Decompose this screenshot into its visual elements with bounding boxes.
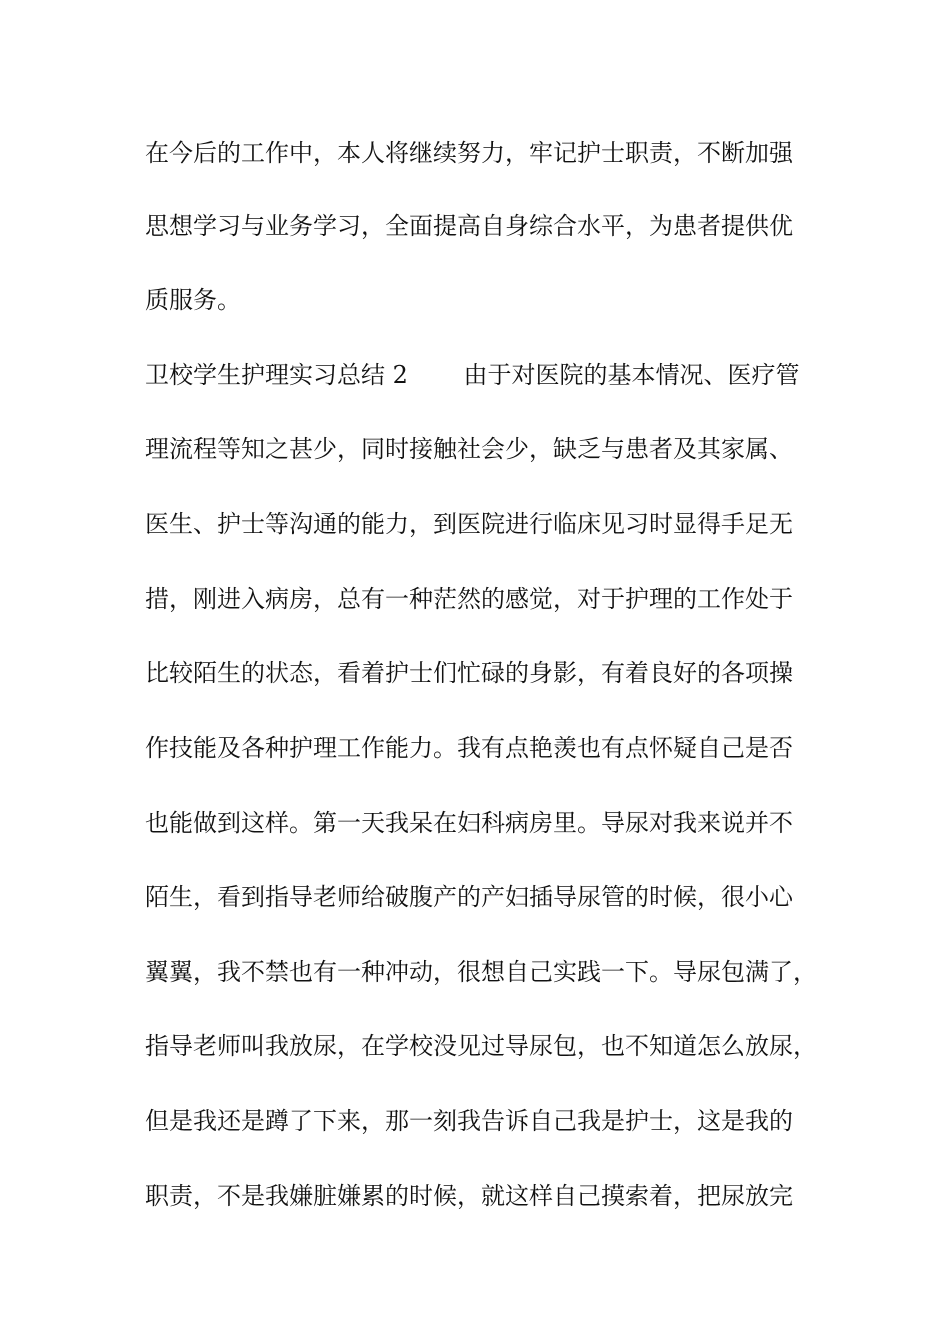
text-line: 但是我还是蹲了下来，那一刻我告诉自己我是护士，这是我的 (145, 1107, 793, 1135)
text-line: 措，刚进入病房，总有一种茫然的感觉，对于护理的工作处于 (145, 585, 793, 613)
section-heading-line: 卫校学生护理实习总结 2 由于对医院的基本情况、医疗管 (145, 361, 800, 389)
text-line: 职责，不是我嫌脏嫌累的时候，就这样自己摸索着，把尿放完 (145, 1182, 793, 1210)
text-line: 陌生，看到指导老师给破腹产的产妇插导尿管的时候，很小心 (145, 883, 793, 911)
text-line: 在今后的工作中，本人将继续努力，牢记护士职责，不断加强 (145, 139, 793, 167)
text-line: 也能做到这样。第一天我呆在妇科病房里。导尿对我来说并不 (145, 809, 793, 837)
text-line: 比较陌生的状态，看着护士们忙碌的身影，有着良好的各项操 (145, 659, 793, 687)
text-line: 指导老师叫我放尿，在学校没见过导尿包，也不知道怎么放尿， (145, 1032, 817, 1060)
text-line: 医生、护士等沟通的能力，到医院进行临床见习时显得手足无 (145, 510, 793, 538)
text-line: 质服务。 (145, 286, 241, 314)
text-line: 翼翼，我不禁也有一种冲动，很想自己实践一下。导尿包满了， (145, 958, 817, 986)
text-line: 思想学习与业务学习，全面提高自身综合水平，为患者提供优 (145, 212, 793, 240)
text-line: 作技能及各种护理工作能力。我有点艳羡也有点怀疑自己是否 (145, 734, 793, 762)
text-line: 理流程等知之甚少，同时接触社会少，缺乏与患者及其家属、 (145, 435, 793, 463)
